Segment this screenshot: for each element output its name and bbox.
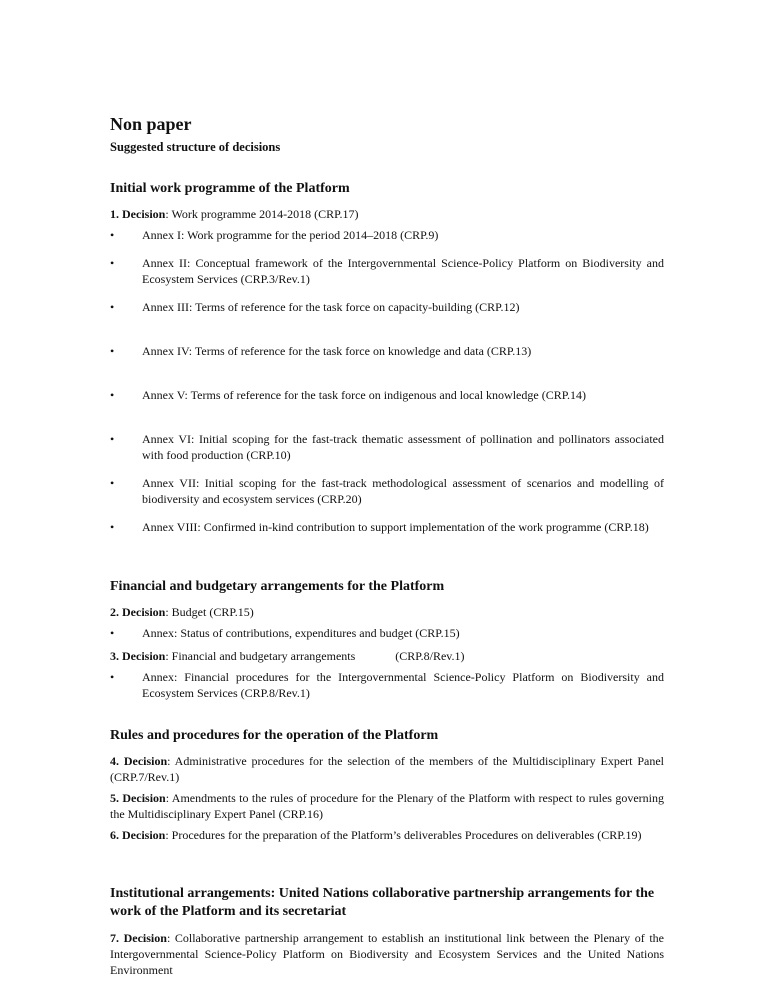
annex-item: [110, 299, 664, 315]
bullet-icon: •: [110, 300, 115, 314]
annex-text: Annex: Financial procedures for the Intergovernmental Science-Policy Platform on Biodiversity and Ecosystem Services (CRP.8/Rev.1): [142, 670, 664, 700]
annex-item: [110, 475, 664, 507]
bullet-icon: •: [110, 228, 115, 242]
page-subtitle: Suggested structure of decisions: [110, 140, 281, 154]
annex-item: [110, 387, 664, 403]
decision-6: [110, 827, 664, 843]
bullet-icon: •: [110, 520, 115, 534]
annex-item: [110, 431, 664, 463]
annex-item: [110, 227, 664, 243]
decision-label: 7. Decision: [110, 931, 167, 945]
decision-text: : Administrative procedures for the selection of the members of the Multidisciplinary Expert Panel (CRP.7/Rev.1): [110, 754, 664, 784]
annex-text: Annex: Status of contributions, expenditures and budget (CRP.15): [142, 626, 460, 640]
decision-label: 2. Decision: [110, 605, 166, 619]
decision-label: 3. Decision: [110, 649, 166, 663]
bullet-icon: •: [110, 388, 115, 402]
annex-text: Annex VI: Initial scoping for the fast-track thematic assessment of pollination and pollinators associated with food production (CRP.10): [142, 432, 664, 462]
annex-text: Annex II: Conceptual framework of the Intergovernmental Science-Policy Platform on Biodiversity and Ecosystem Services (CRP.3/Rev.1): [142, 256, 664, 286]
section-heading-rules: Rules and procedures for the operation of the Platform: [110, 728, 439, 743]
page-title: Non paper: [110, 114, 192, 134]
decision-text: : Financial and budgetary arrangements: [165, 649, 356, 663]
decision-label: 4. Decision: [110, 754, 168, 768]
annex-text: Annex VIII: Confirmed in-kind contribution to support implementation of the work programme (CRP.18): [142, 520, 649, 534]
decision-5: [110, 790, 664, 822]
decision-1: [110, 206, 664, 222]
decision-3: [110, 648, 664, 664]
bullet-icon: •: [110, 344, 115, 358]
decision-label: 6. Decision: [110, 828, 166, 842]
decision-text: : Work programme 2014-2018 (CRP.17): [165, 207, 359, 221]
decision-text: : Amendments to the rules of procedure for the Plenary of the Platform with respect to rules governing the Multidisciplinary Expert Panel (CRP.16): [110, 791, 664, 821]
annex-item: [110, 519, 664, 535]
annex-text: Annex IV: Terms of reference for the task force on knowledge and data (CRP.13): [142, 344, 532, 358]
decision-ref: (CRP.8/Rev.1): [395, 649, 465, 663]
annex-item: [110, 255, 664, 287]
section-heading-financial: Financial and budgetary arrangements for the Platform: [110, 579, 445, 594]
decision-label: 1. Decision: [110, 207, 166, 221]
decision-text: : Collaborative partnership arrangement to establish an institutional link between the Plenary of the Intergovernmental Science-Policy Platform on Biodiversity and Ecosystem Services and the United Nations Environment: [110, 931, 664, 977]
decision-7: [110, 930, 664, 978]
bullet-icon: •: [110, 670, 115, 684]
section-heading-work-programme: Initial work programme of the Platform: [110, 181, 350, 196]
bullet-icon: •: [110, 432, 115, 446]
annex-item: [110, 343, 664, 359]
annex-text: Annex I: Work programme for the period 2014–2018 (CRP.9): [142, 228, 439, 242]
bullet-icon: •: [110, 626, 115, 640]
section-heading-institutional: Institutional arrangements: United Nations collaborative partnership arrangements for the work of the Platform and its secretariat: [110, 886, 655, 919]
decision-4: [110, 753, 664, 785]
annex-text: Annex III: Terms of reference for the task force on capacity-building (CRP.12): [142, 300, 520, 314]
bullet-icon: •: [110, 476, 115, 490]
decision-2: [110, 604, 664, 620]
decision-text: : Procedures for the preparation of the Platform’s deliverables Procedures on deliverables (CRP.19): [165, 828, 642, 842]
bullet-icon: •: [110, 256, 115, 270]
annex-text: Annex VII: Initial scoping for the fast-track methodological assessment of scenarios and modelling of biodiversity and ecosystem services (CRP.20): [142, 476, 664, 506]
decision-label: 5. Decision: [110, 791, 166, 805]
annex-item: [110, 625, 664, 641]
annex-item: [110, 669, 664, 701]
annex-text: Annex V: Terms of reference for the task force on indigenous and local knowledge (CRP.14): [142, 388, 587, 402]
decision-text: : Budget (CRP.15): [165, 605, 254, 619]
